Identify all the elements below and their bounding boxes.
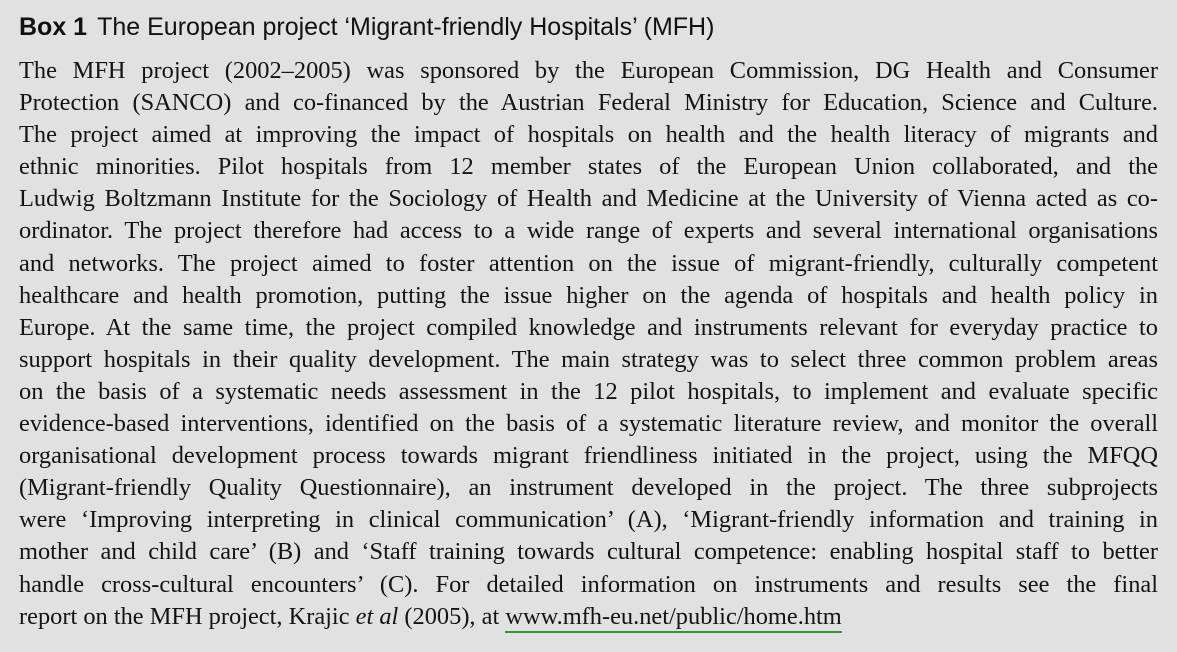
box-body <box>19 55 1158 633</box>
body-line-last <box>19 601 1158 633</box>
body-line: evidence-based interventions, identified on the basis of a systematic literature review, and monitor the overall <box>19 410 1158 438</box>
body-line: (Migrant-friendly Quality Questionnaire), an instrument developed in the project. The three subprojects <box>19 474 1158 502</box>
body-line: ethnic minorities. Pilot hospitals from 12 member states of the European Union collaborated, and the <box>19 153 1158 181</box>
body-line: Protection (SANCO) and co-financed by the Austrian Federal Ministry for Education, Science and Culture. <box>19 89 1158 117</box>
body-line: were ‘Improving interpreting in clinical communication’ (A), ‘Migrant-friendly information and training in <box>19 506 1158 534</box>
et-al-italic: et al <box>355 602 399 630</box>
body-line: organisational development process towards migrant friendliness initiated in the project, using the MFQQ <box>19 442 1158 470</box>
last-line-middle: (2005), at <box>398 602 506 630</box>
body-line: support hospitals in their quality development. The main strategy was to select three common problem areas <box>19 345 1158 373</box>
body-line: handle cross-cultural encounters’ (C). For detailed information on instruments and results see the final <box>19 570 1158 598</box>
body-line: ordinator. The project therefore had access to a wide range of experts and several international organisations <box>19 217 1158 245</box>
body-line: and networks. The project aimed to foster attention on the issue of migrant-friendly, culturally competent <box>19 249 1158 277</box>
body-line: on the basis of a systematic needs assessment in the 12 pilot hospitals, to implement and evaluate specific <box>19 377 1158 405</box>
body-line: mother and child care’ (B) and ‘Staff training towards cultural competence: enabling hospital staff to better <box>19 538 1158 566</box>
body-line: Ludwig Boltzmann Institute for the Sociology of Health and Medicine at the University of Vienna acted as co- <box>19 185 1158 213</box>
mfh-website-link[interactable]: www.mfh-eu.net/public/home.htm <box>505 603 841 633</box>
body-line: The project aimed at improving the impact of hospitals on health and the health literacy of migrants and <box>19 121 1158 149</box>
body-line: Europe. At the same time, the project compiled knowledge and instruments relevant for everyday practice to <box>19 313 1158 341</box>
box-heading <box>19 10 1158 44</box>
last-line-prefix: report on the MFH project, Krajic <box>19 602 356 630</box>
body-line: healthcare and health promotion, putting the issue higher on the agenda of hospitals and health policy in <box>19 281 1158 309</box>
box-label: Box 1 <box>19 13 88 41</box>
box-title: The European project ‘Migrant-friendly Hospitals’ (MFH) <box>97 13 715 41</box>
body-line: The MFH project (2002–2005) was sponsored by the European Commission, DG Health and Consumer <box>19 57 1158 84</box>
